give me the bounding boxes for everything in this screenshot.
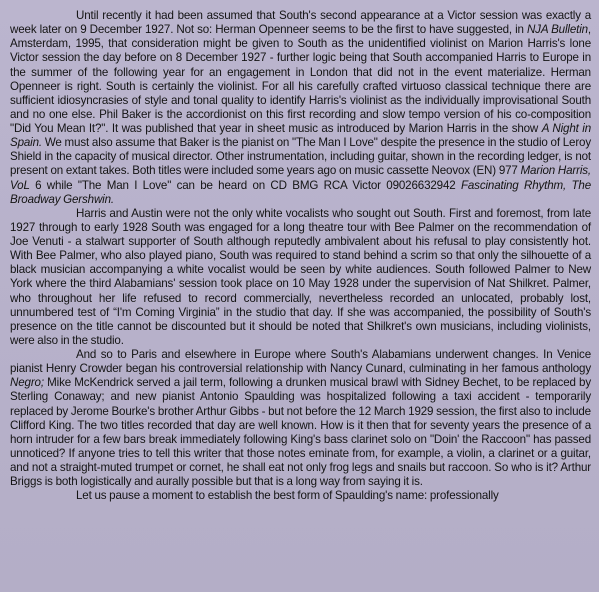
italic-text-run: A Night in Spain. (10, 122, 591, 150)
body-text (10, 9, 591, 503)
text-run: Until recently it had been assumed that South's second appearance at a Victor session was exactly a week later on 9 December 1927. Not so: Herman Openneer seems to be the first to have suggested, in (10, 9, 591, 37)
text-run: 6 while "The Man I Love" can be heard on CD BMG RCA Victor 09026632942 (29, 178, 461, 192)
paragraph (10, 9, 591, 207)
text-run: We must also assume that Baker is the pianist on "The Man I Love" despite the presence in the studio of Leroy Shield in the capacity of musical director. Other instrumentation, including guitar, shown in the recording ledger, is not present on extant takes. Both titles were included some years ago on music cassette Neovox (EN) 977 (10, 136, 591, 178)
text-run: , Amsterdam, 1995, that consideration might be given to South as the unidentified violinist on Marion Harris's lone Victor session the day before on 8 December 1927 - further logic being that South accompanied Harris to Europe in the summer of the following year for an engagement in London that did not in the event materialize. Herman Openneer is right. South is certainly the violinist. For all his carefully crafted virtuoso classical technique there are sufficient idiosyncrasies of style and tonal quality to identify Harris's violinist as the individually improvisational South and no one else. Phil Baker is the accordionist on this first recording and slow tempo version of his co-composition "Did You Mean It?". It was published that year in sheet music as introduced by Marion Harris in the show (10, 23, 591, 135)
text-run: Mike McKendrick served a jail term, following a drunken musical brawl with Sidney Bechet, to be replaced by Sterling Conaway; and new pianist Antonio Spaulding was hospitalized following a taxi accident - temporarily replaced by Jerome Bourke's brother Arthur Gibbs - but not before the 12 March 1929 session, the first also to include Clifford King. The two titles recorded that day are well known. How is it then that for seventy years the presence of a horn intruder for a few bars break immediately following King's bass clarinet solo on "Doin' the Raccoon" has passed unnoticed? If anyone tries to tell this writer that those notes eminate from, for example, a violin, a clarinet or a guitar, and not a straight-muted trumpet or cornet, he shall eat not only frog legs and snails but raccoon. So who is it? Arthur Briggs is both logistically and aurally possible but that is a long way from saying it is. (10, 376, 591, 489)
italic-text-run: NJA Bulletin (526, 23, 588, 37)
text-run: And so to Paris and elsewhere in Europe where South's Alabamians underwent changes. In Venice pianist Henry Crowder began his controversial relationship with Nancy Cunard, culminating in her famous anthology (10, 348, 591, 376)
paragraph (10, 207, 591, 348)
italic-text-run: Fascinating Rhythm, The Broadway Gershwin. (10, 178, 591, 206)
text-run: Harris and Austin were not the only white vocalists who sought out South. First and foremost, from late 1927 through to early 1928 South was engaged for a long theatre tour with Bee Palmer on the recommendation of Joe Venuti - a stalwart supporter of South although reputedly ambivalent about his refusal to play consistently hot. With Bee Palmer, who also played piano, South was required to stand behind a scrim so that only the silhouette of a black musician accompanying a white vocalist would be seen by white audiences. South followed Palmer to New York where the third Alabamians' session took place on 10 May 1928 under the supervision of Nat Shilkret. Palmer, who throughout her life refused to record commercially, nevertheless recorded an unlocated, probably lost, unnumbered test of “I'm Coming Virginia” in the studio that day. If she was accompanied, the possibility of South's presence on the title cannot be discounted but it should be noted that Shilkret's own musicians, including violinists, were also in the studio. (10, 206, 591, 347)
paragraph (10, 489, 591, 503)
paragraph (10, 348, 591, 489)
italic-text-run: Negro; (10, 376, 44, 390)
italic-text-run: Marion Harris, VoL (10, 164, 591, 192)
text-run: Let us pause a moment to establish the best form of Spaulding's name: professionally (76, 489, 499, 503)
